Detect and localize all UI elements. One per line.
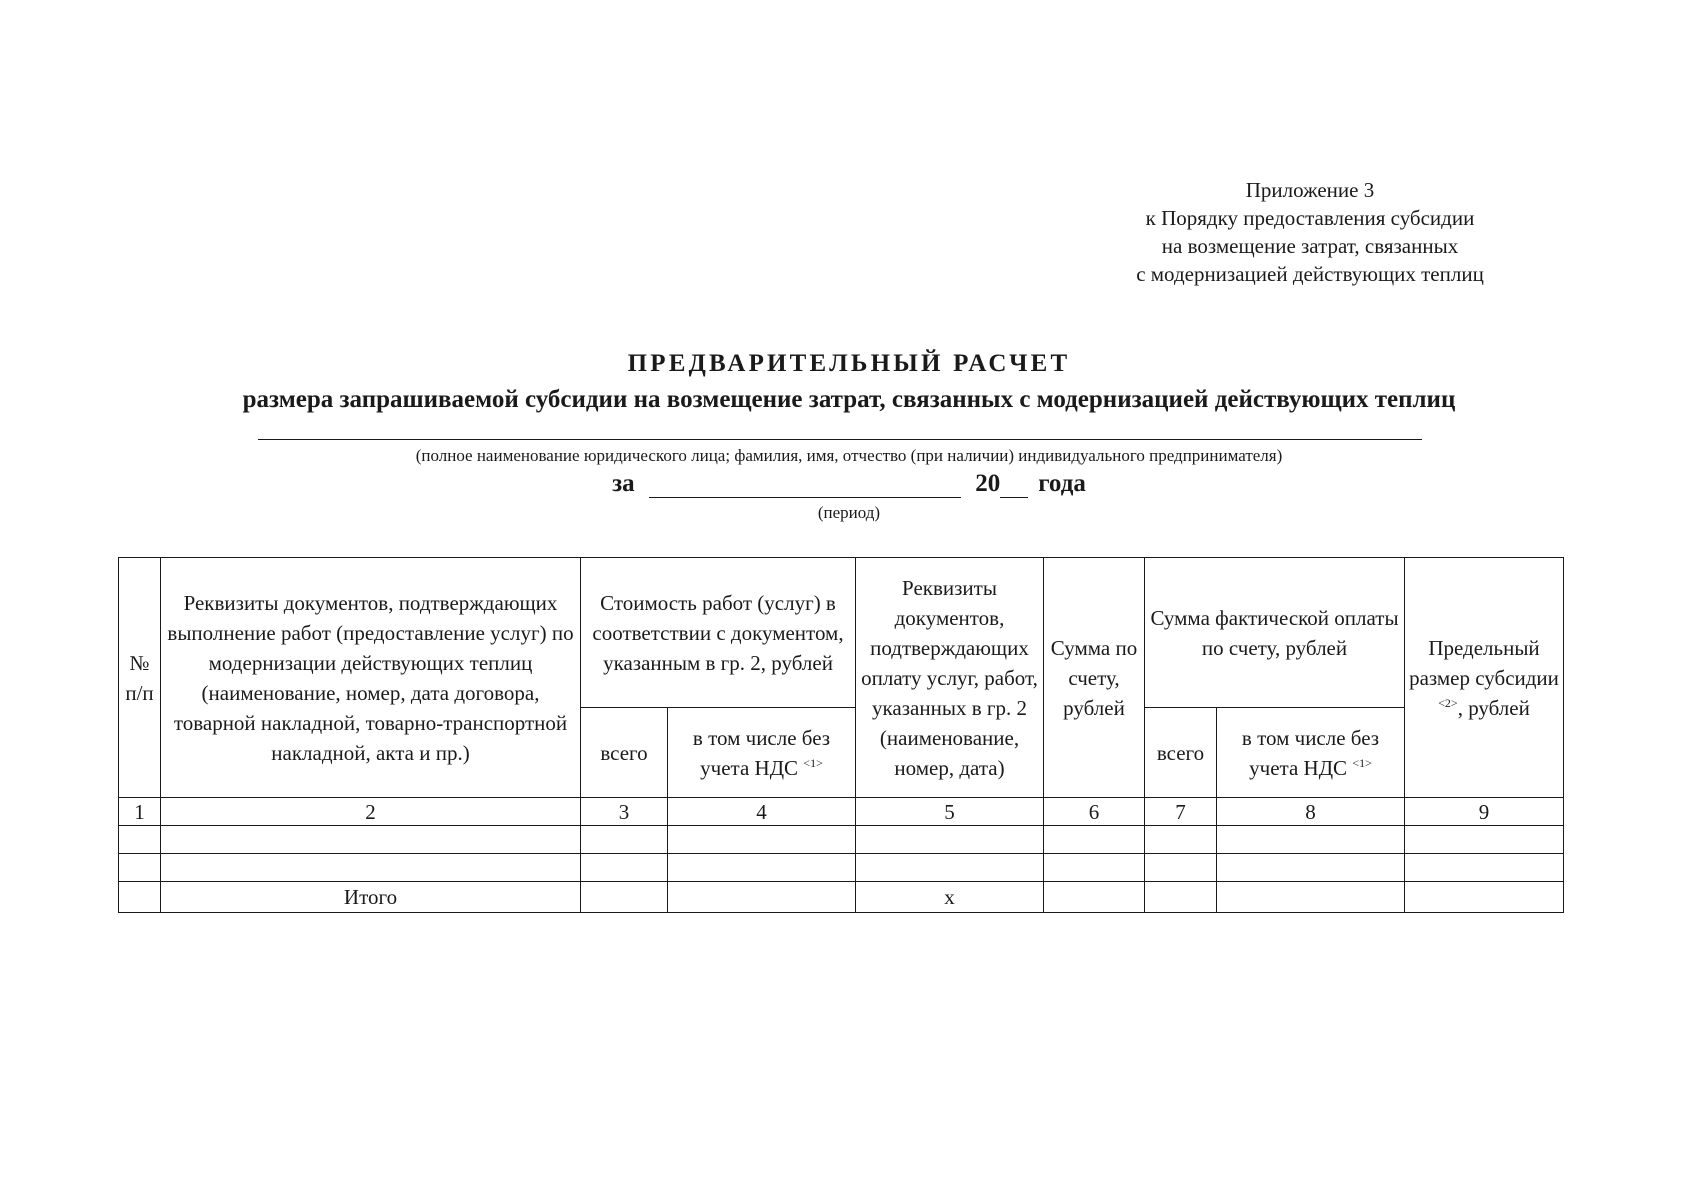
column-number-7: 7 [1145,798,1217,826]
column-number-6: 6 [1044,798,1145,826]
column-number-2: 2 [161,798,581,826]
total-label: Итого [161,882,581,913]
table-cell[interactable] [1217,826,1405,854]
table-cell [119,882,161,913]
column-number-3: 3 [581,798,668,826]
column-number-1: 1 [119,798,161,826]
paid-excl-vat-label: в том числе без учета НДС [1241,725,1380,780]
max-subsidy-label: Предельный размер субсидии [1409,635,1559,690]
footnote-1-marker: <1> [1352,755,1372,770]
table-cell[interactable] [119,854,161,882]
header-cost-excl-vat [668,708,856,798]
table-row [119,854,1564,882]
period-field[interactable] [649,470,961,498]
max-subsidy-unit: , рублей [1457,695,1530,720]
header-row-1 [119,558,1564,708]
table-cell[interactable] [668,882,856,913]
table-cell[interactable] [1405,882,1564,913]
header-paid-group: Сумма фактической оплаты по счету, рублей [1145,558,1405,708]
table-row [119,826,1564,854]
period-prefix: за [612,470,635,497]
period-line [0,470,1698,498]
appendix-line-4: с модернизацией действующих теплиц [1136,262,1484,286]
column-numbers-row [119,798,1564,826]
cost-excl-vat-label: в том числе без учета НДС [692,725,831,780]
table-cell[interactable] [1405,854,1564,882]
table-cell[interactable] [668,854,856,882]
table-cell[interactable] [856,854,1044,882]
document-subtitle: размера запрашиваемой субсидии на возмещение затрат, связанных с модернизацией действующих теплиц [242,386,1456,413]
table-cell[interactable] [668,826,856,854]
total-not-applicable-mark: x [856,882,1044,913]
header-cost-total: всего [581,708,668,798]
table-cell[interactable] [581,854,668,882]
appendix-line-3: на возмещение затрат, связанных [1161,234,1459,258]
header-invoice-sum: Сумма по счету, рублей [1044,558,1145,798]
table-cell[interactable] [1044,826,1145,854]
column-number-4: 4 [668,798,856,826]
appendix-line-2: к Порядку предоставления субсидии [1145,206,1475,230]
header-payment-documents: Реквизиты документов, подтверждающих оплату услуг, работ, указанных в гр. 2 (наименование, номер, дата) [856,558,1044,798]
calculation-table [118,557,1564,913]
column-number-8: 8 [1217,798,1405,826]
organization-name-field[interactable] [258,439,1422,440]
table-cell[interactable] [581,882,668,913]
table-cell[interactable] [1217,854,1405,882]
header-paid-excl-vat [1217,708,1405,798]
table-cell[interactable] [1145,854,1217,882]
header-cost-group: Стоимость работ (услуг) в соответствии с документом, указанным в гр. 2, рублей [581,558,856,708]
header-max-subsidy [1405,558,1564,798]
column-number-5: 5 [856,798,1044,826]
appendix-header [1090,176,1530,288]
table-cell[interactable] [1044,854,1145,882]
table-cell[interactable] [1145,882,1217,913]
header-paid-total: всего [1145,708,1217,798]
table-cell[interactable] [161,826,581,854]
organization-name-caption: (полное наименование юридического лица; фамилия, имя, отчество (при наличии) индивидуального предпринимателя) [415,446,1283,465]
total-row [119,882,1564,913]
period-caption: (период) [817,503,881,522]
header-work-documents: Реквизиты документов, подтверждающих выполнение работ (предоставление услуг) по модернизации действующих теплиц (наименование, номер, дата договора, товарной накладной, товарно-транспортной накладной, акта и пр.) [161,558,581,798]
header-number: № п/п [119,558,161,798]
year-field[interactable] [1000,470,1028,498]
period-suffix: года [1038,470,1086,497]
document-title: ПРЕДВАРИТЕЛЬНЫЙ РАСЧЕТ [627,350,1071,377]
footnote-2-marker: <2> [1438,695,1458,710]
table-cell[interactable] [161,854,581,882]
table-cell[interactable] [1145,826,1217,854]
table-cell[interactable] [1044,882,1145,913]
table-cell[interactable] [856,826,1044,854]
appendix-line-1: Приложение 3 [1245,178,1375,202]
table-cell[interactable] [1217,882,1405,913]
table-cell[interactable] [1405,826,1564,854]
table-cell[interactable] [119,826,161,854]
column-number-9: 9 [1405,798,1564,826]
footnote-1-marker: <1> [803,755,823,770]
year-prefix: 20 [975,470,1001,497]
table-cell[interactable] [581,826,668,854]
